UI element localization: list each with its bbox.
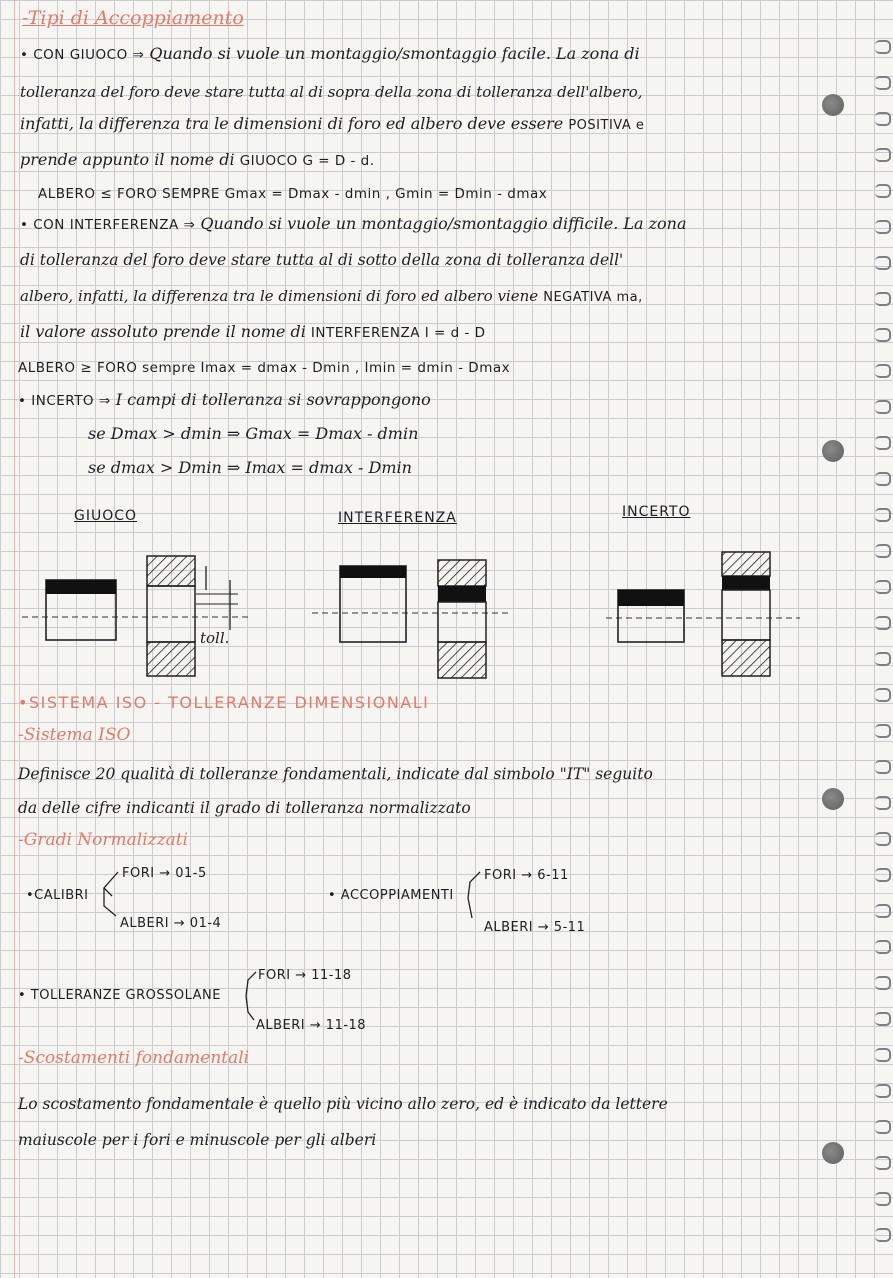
spiral-ring [875, 580, 891, 594]
interf-negativa: NEGATIVA ma, [543, 290, 643, 305]
interf-text: Quando si vuole un montaggio/smontaggio difficile. La zona [200, 214, 687, 233]
bracket-calibri [104, 872, 118, 896]
spiral-ring [875, 1192, 891, 1206]
giuoco-text: Quando si vuole un montaggio/smontaggio facile. La zona di [149, 44, 640, 63]
spiral-ring [875, 1228, 891, 1242]
grossolane-label: • TOLLERANZE GROSSOLANE [18, 988, 221, 1003]
giuoco-term: • CON GIUOCO ⇒ [20, 47, 145, 63]
iso-line-2: da delle cifre indicanti il grado di tolleranza normalizzato [18, 799, 471, 817]
spiral-ring [875, 508, 891, 522]
spiral-ring [875, 832, 891, 846]
bracket-grossolane [246, 972, 256, 996]
spiral-ring [875, 76, 891, 90]
toll-label: toll. [200, 629, 230, 647]
diagram-label-giuoco: GIUOCO [74, 508, 138, 524]
giuoco-positiva: POSITIVA e [568, 118, 645, 133]
interf-line-2: di tolleranza del foro deve stare tutta al di sotto della zona di tolleranza dell' [20, 251, 624, 269]
spiral-ring [875, 472, 891, 486]
accoppiamenti-label: • ACCOPPIAMENTI [328, 888, 454, 903]
spiral-ring [875, 220, 891, 234]
spiral-ring [875, 400, 891, 414]
grossolane-alberi: ALBERI → 11-18 [256, 1018, 367, 1033]
iso-line-1: Definisce 20 qualità di tolleranze fondamentali, indicate dal simbolo "IT" seguito [18, 765, 653, 783]
spiral-ring [875, 436, 891, 450]
giuoco-line-2: tolleranza del foro deve stare tutta al di sopra della zona di tolleranza dell'albero, [20, 83, 643, 101]
diagram-label-incerto: INCERTO [622, 504, 691, 520]
bracket-accoppiamenti [468, 872, 480, 898]
grossolane-fori: FORI → 11-18 [258, 968, 352, 983]
giuoco-text: infatti, la differenza tra le dimensioni di foro ed albero deve essere [20, 114, 564, 133]
diagram-label-interferenza: INTERFERENZA [338, 510, 457, 526]
spiral-ring [875, 40, 891, 54]
spiral-ring [875, 652, 891, 666]
spiral-ring [875, 616, 891, 630]
spiral-ring [875, 184, 891, 198]
spiral-ring [875, 544, 891, 558]
spiral-ring [875, 904, 891, 918]
spiral-ring [875, 328, 891, 342]
incerto-text: I campi di tolleranza si sovrappongono [115, 390, 431, 409]
giuoco-text: prende appunto il nome di [20, 150, 235, 169]
heading-sistema-iso-tolleranze: •SISTEMA ISO - TOLLERANZE DIMENSIONALI [18, 693, 430, 712]
spiral-ring [875, 688, 891, 702]
interf-text: albero, infatti, la differenza tra le dimensioni di foro ed albero viene [20, 287, 539, 305]
calibri-alberi: ALBERI → 01-4 [120, 916, 222, 931]
incerto-line-3: se dmax > Dmin ⇒ Imax = dmax - Dmin [88, 458, 412, 477]
spiral-ring [875, 760, 891, 774]
spiral-ring [875, 256, 891, 270]
spiral-ring [875, 1156, 891, 1170]
giuoco-formula-g: GIUOCO G = D - d. [239, 153, 375, 169]
calibri-label: •CALIBRI [26, 888, 89, 903]
interf-term: • CON INTERFERENZA ⇒ [20, 217, 196, 233]
heading-gradi-normalizzati: -Gradi Normalizzati [18, 830, 188, 850]
heading-sistema-iso: -Sistema ISO [18, 725, 131, 745]
accoppiamenti-fori: FORI → 6-11 [484, 868, 569, 883]
spiral-ring [875, 724, 891, 738]
heading-tipi-accoppiamento: -Tipi di Accoppiamento [22, 7, 244, 29]
spiral-ring [875, 868, 891, 882]
spiral-ring [875, 292, 891, 306]
spiral-ring [875, 976, 891, 990]
interf-formula-i: INTERFERENZA I = d - D [310, 325, 486, 341]
spiral-ring [875, 1084, 891, 1098]
spiral-ring [875, 1048, 891, 1062]
spiral-ring [875, 1012, 891, 1026]
calibri-fori: FORI → 01-5 [122, 866, 207, 881]
scost-line-1: Lo scostamento fondamentale è quello più vicino allo zero, ed è indicato da lettere [18, 1095, 668, 1113]
spiral-ring [875, 364, 891, 378]
spiral-ring [875, 940, 891, 954]
heading-scostamenti: -Scostamenti fondamentali [18, 1048, 250, 1068]
spiral-ring [875, 1120, 891, 1134]
scost-line-2: maiuscole per i fori e minuscole per gli alberi [18, 1131, 377, 1149]
interf-text: il valore assoluto prende il nome di [20, 322, 306, 341]
spiral-ring [875, 796, 891, 810]
spiral-ring [875, 148, 891, 162]
incerto-term: • INCERTO ⇒ [18, 393, 111, 409]
incerto-line-2: se Dmax > dmin ⇒ Gmax = Dmax - dmin [88, 424, 419, 443]
giuoco-formula: ALBERO ≤ FORO SEMPRE Gmax = Dmax - dmin , Gmin = Dmin - dmax [38, 186, 548, 202]
spiral-ring [875, 112, 891, 126]
accoppiamenti-alberi: ALBERI → 5-11 [484, 920, 586, 935]
interf-formula: ALBERO ≥ FORO sempre Imax = dmax - Dmin , Imin = dmin - Dmax [18, 360, 511, 376]
